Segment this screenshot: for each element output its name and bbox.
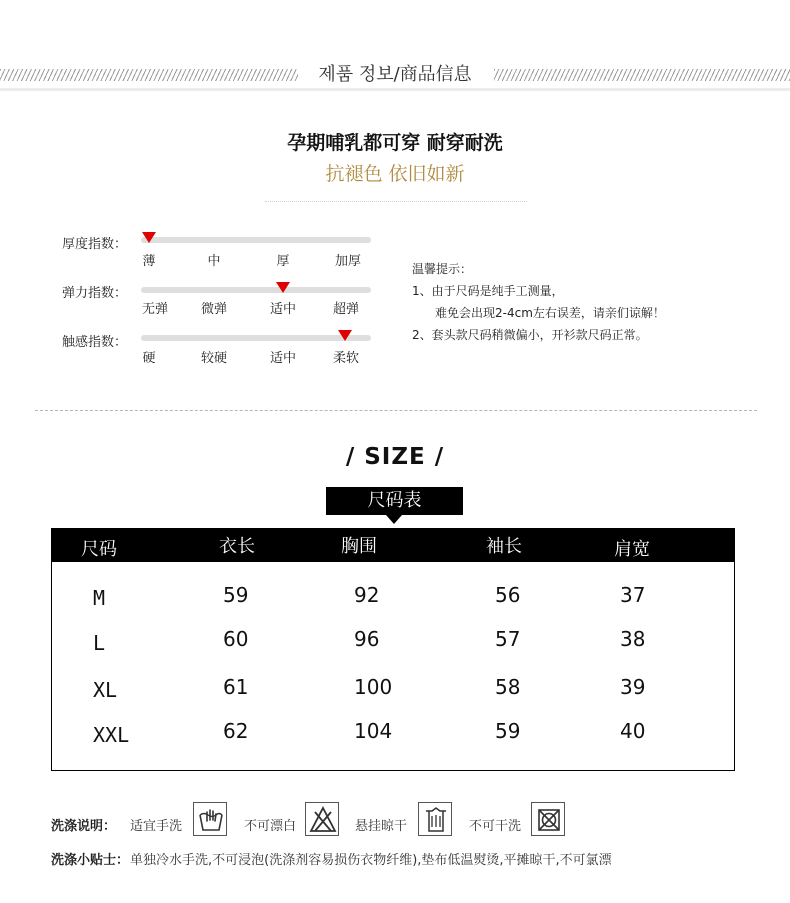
softness-index-label: 触感指数： [62,335,128,350]
table-cell: 38 [620,627,646,651]
table-cell: 104 [354,719,393,743]
elasticity-tick: 适中 [269,302,296,317]
header-cell: 衣长 [219,536,255,557]
table-cell: 62 [223,719,249,743]
table-cell: 100 [354,675,393,699]
table-cell: 96 [354,627,380,651]
tips-title: 温馨提示： [412,262,473,276]
care-tip-text: 单独冷水手洗,不可浸泡(洗涤剂容易损伤衣物纤维),垫布低温熨烫,平摊晾干,不可氯漂 [130,853,612,868]
table-cell: 92 [354,583,380,607]
header-cell: 尺码 [81,539,117,560]
section-divider [35,410,757,411]
no-bleach-icon [305,802,339,836]
size-table-header [52,529,734,562]
header-divider [0,88,790,91]
size-table-tag-arrow [386,515,402,524]
header-cell: 袖长 [486,536,522,557]
softness-index-marker [338,330,352,341]
size-cell: XXL [93,723,130,747]
thickness-tick: 加厚 [334,254,361,269]
size-cell: XL [93,678,118,702]
size-table [51,528,735,771]
care-item-text: 悬挂晾干 [355,819,408,834]
table-cell: 57 [495,627,521,651]
thickness-tick: 薄 [142,254,156,269]
table-cell: 61 [223,675,249,699]
elasticity-tick: 超弹 [332,302,359,317]
headline-divider [265,201,527,202]
elasticity-index-marker [276,282,290,293]
tips-line: 1、由于尺码是纯手工测量， [412,284,564,298]
tips-line: 难免会出现2-4cm左右误差，请亲们谅解！ [435,306,665,320]
elasticity-index-label: 弹力指数： [62,286,128,301]
size-section-title: / SIZE / [345,444,445,470]
table-cell: 59 [495,719,521,743]
softness-tick: 柔软 [332,351,359,366]
page-title: 제품 정보/商品信息 [318,64,472,85]
size-table-tag: 尺码表 [326,487,463,515]
size-cell: L [93,631,106,655]
elasticity-index-track [141,287,371,293]
table-cell: 59 [223,583,249,607]
no-dry-clean-icon [531,802,565,836]
softness-tick: 较硬 [200,351,227,366]
tips-line: 2、套头款尺码稍微偏小，开衫款尺码正常。 [412,328,648,342]
softness-tick: 适中 [269,351,296,366]
elasticity-tick: 微弹 [200,302,227,317]
thickness-index-label: 厚度指数： [62,237,128,252]
table-cell: 56 [495,583,521,607]
headline-primary: 孕期哺乳都可穿 耐穿耐洗 [287,132,503,154]
size-cell: M [93,586,106,610]
care-item-text: 适宜手洗 [130,819,183,834]
thickness-index-marker [142,232,156,243]
hand-wash-icon [193,802,227,836]
thickness-index-track [141,237,371,243]
softness-index-track [141,335,371,341]
thickness-tick: 厚 [276,254,290,269]
table-cell: 60 [223,627,249,651]
table-cell: 58 [495,675,521,699]
care-item-text: 不可干洗 [469,819,522,834]
table-cell: 37 [620,583,646,607]
headline-secondary: 抗褪色 依旧如新 [325,163,465,185]
elasticity-tick: 无弹 [141,302,168,317]
header-cell: 肩宽 [614,539,650,560]
care-tip-label: 洗涤小贴士： [51,853,130,868]
header-cell: 胸围 [341,536,377,557]
care-label: 洗涤说明： [51,819,117,834]
thickness-tick: 中 [207,254,221,269]
hang-dry-icon [418,802,452,836]
table-cell: 40 [620,719,646,743]
care-item-text: 不可漂白 [244,819,297,834]
softness-tick: 硬 [142,351,156,366]
table-cell: 39 [620,675,646,699]
measurement-tips [412,258,665,346]
